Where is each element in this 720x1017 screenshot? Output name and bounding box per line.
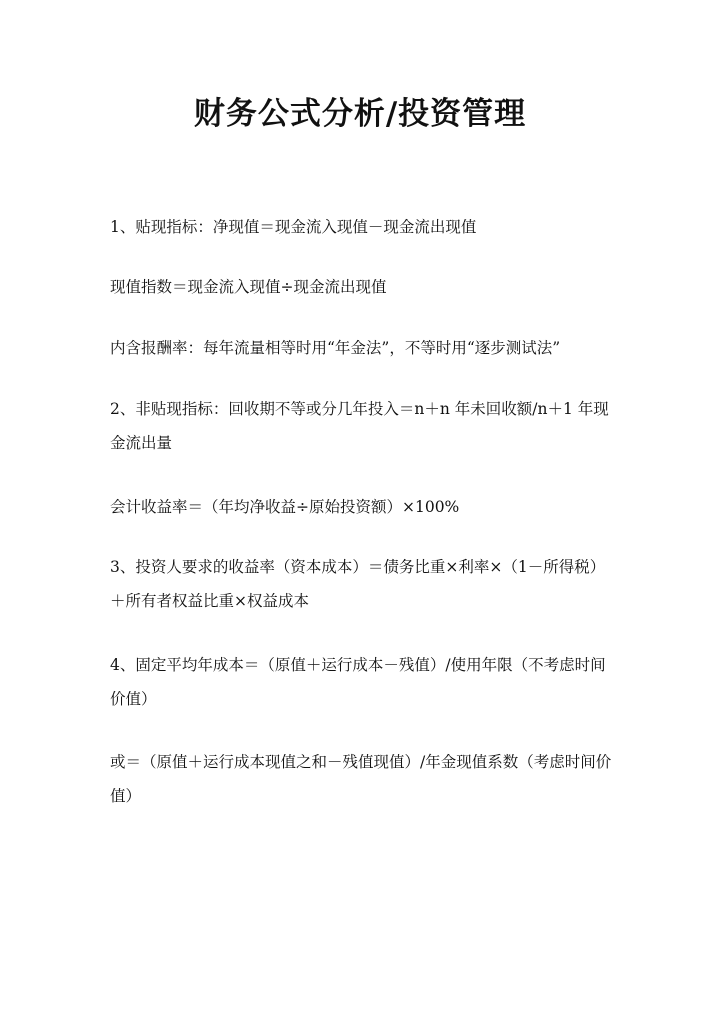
paragraph-internal-rate-of-return: 内含报酬率：每年流量相等时用“年金法”，不等时用“逐步测试法”: [110, 339, 561, 357]
paragraph-present-value-index: 现值指数＝现金流入现值÷现金流出现值: [110, 278, 387, 296]
paragraph-accounting-return-rate: 会计收益率＝（年均净收益÷原始投资额）×100%: [110, 498, 460, 516]
page-title: 财务公式分析/投资管理: [193, 96, 527, 132]
paragraph-required-return-rate: 3、投资人要求的收益率（资本成本）＝债务比重×利率×（1－所得税）＋所有者权益比重×权益成本: [110, 558, 606, 610]
paragraph-alternative-cost-formula: 或＝（原值＋运行成本现值之和－残值现值）/年金现值系数（考虑时间价值）: [110, 753, 612, 805]
paragraph-non-discount-indicators: 2、非贴现指标：回收期不等或分几年投入＝n＋n 年未回收额/n＋1 年现金流出量: [110, 400, 609, 452]
paragraph-discount-indicators: 1、贴现指标：净现值＝现金流入现值－现金流出现值: [110, 218, 477, 236]
paragraph-fixed-average-annual-cost: 4、固定平均年成本＝（原值＋运行成本－残值）/使用年限（不考虑时间价值）: [110, 656, 606, 708]
